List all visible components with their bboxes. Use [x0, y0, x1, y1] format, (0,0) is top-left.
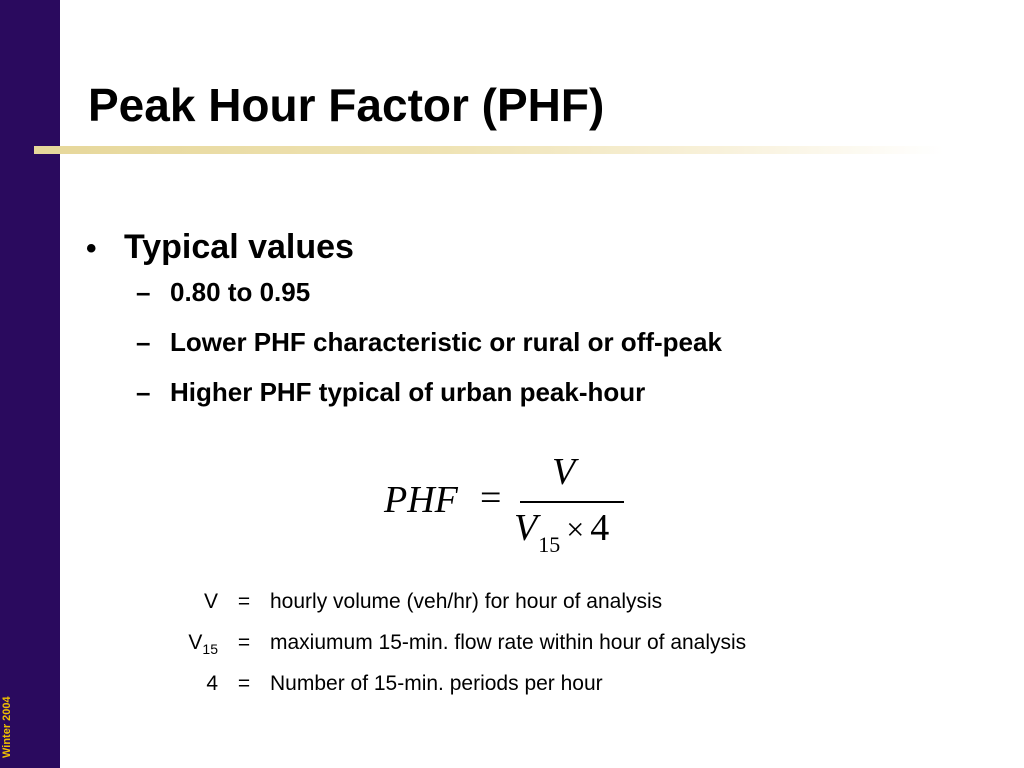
definition-text: Number of 15-min. periods per hour: [270, 672, 603, 695]
definition-text: maxiumum 15-min. flow rate within hour of analysis: [270, 631, 747, 654]
denominator-factor: 4: [590, 507, 610, 549]
definition-equals: =: [237, 590, 251, 613]
times-sign: ×: [566, 511, 585, 547]
definition-row: [150, 590, 746, 631]
symbol-text: 4: [206, 672, 218, 695]
formula-numerator: V: [552, 451, 576, 493]
definition-symbol: [150, 590, 218, 614]
term-label: Winter 2004: [1, 696, 13, 758]
dash-icon: –: [136, 277, 151, 307]
definition-row: [150, 631, 746, 672]
sub-bullet-higher-phf: [136, 377, 986, 427]
definition-equals: =: [237, 672, 251, 695]
definition-row: [150, 672, 746, 713]
slide-title: Peak Hour Factor (PHF): [88, 79, 605, 131]
dash-icon: –: [136, 327, 151, 357]
sub-bullet-text: Higher PHF typical of urban peak-hour: [170, 377, 646, 407]
definition-text: hourly volume (veh/hr) for hour of analysis: [270, 590, 663, 613]
sub-bullet-text: Lower PHF characteristic or rural or off-peak: [170, 327, 722, 357]
variable-definitions: [150, 590, 746, 713]
formula-lhs: PHF: [384, 479, 458, 521]
sub-bullet-lower-phf: [136, 327, 986, 377]
fraction-bar: [520, 501, 624, 503]
bullet-list: [86, 228, 986, 427]
sub-bullet-list: [86, 277, 986, 427]
formula-denominator: [514, 506, 610, 557]
denominator-subscript: 15: [538, 532, 561, 557]
symbol-text: V: [188, 631, 203, 654]
bullet-text: Typical values: [124, 228, 354, 266]
denominator-variable: V: [514, 507, 538, 549]
definition-equals: =: [237, 631, 251, 654]
title-underline: [34, 146, 944, 154]
sidebar: [0, 0, 60, 768]
sub-bullet-range: [136, 277, 986, 327]
sub-bullet-text: 0.80 to 0.95: [170, 277, 311, 307]
symbol-text: V: [203, 590, 218, 613]
bullet-typical-values: [86, 228, 986, 267]
dash-icon: –: [136, 377, 151, 407]
bullet-dot-icon: •: [86, 232, 97, 265]
definition-symbol: [150, 631, 218, 655]
definition-symbol: [150, 672, 218, 696]
formula-equals: =: [480, 477, 502, 519]
sidebar-caption: [0, 668, 14, 758]
symbol-subscript: 15: [202, 641, 218, 657]
phf-formula: [380, 450, 640, 560]
